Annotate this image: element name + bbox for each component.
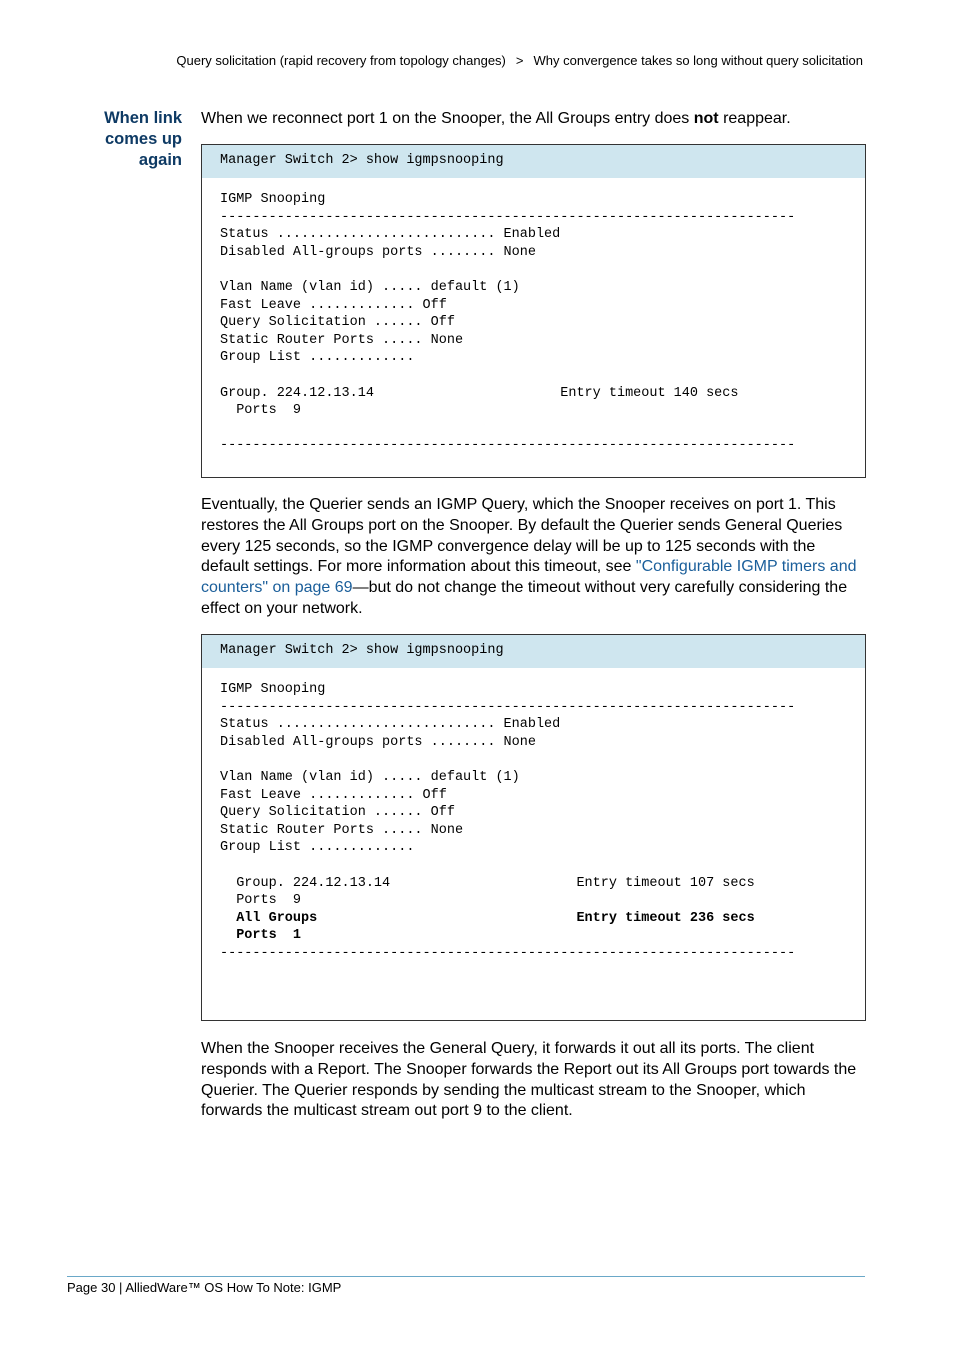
intro-paragraph xyxy=(201,109,866,130)
explanation-text: Eventually, the Querier sends an IGMP Query, which the Snooper receives on port 1. This restores the All Groups port on the Snooper. By default the Querier sends General Queries every 125 seconds, so the IGMP convergence delay will be up to 125 seconds with the default settings. For more information about this timeout, see xyxy=(201,496,843,576)
closing-paragraph: When the Snooper receives the General Query, it forwards it out all its ports. The client responds with a Report. The Snooper forwards the Report out its All Groups port towards the Querier. The Querier responds by sending the multicast stream to the Snooper, which forwards the multicast stream out port 9 to the client. xyxy=(201,1040,857,1120)
intro-bold-not: not xyxy=(693,110,719,127)
breadcrumb-topic[interactable]: Why convergence takes so long without query solicitation xyxy=(533,53,863,68)
explanation-text-end: —but do not change the timeout without very carefully considering the effect on your network. xyxy=(201,579,848,617)
side-heading-line3: again xyxy=(138,151,182,169)
command-line: Manager Switch 2> show igmpsnooping xyxy=(202,145,865,178)
command-line: Manager Switch 2> show igmpsnooping xyxy=(202,635,865,668)
breadcrumb-separator: > xyxy=(515,53,524,68)
footer-divider xyxy=(67,1276,865,1277)
side-heading-line1: When link xyxy=(104,109,182,127)
explanation-paragraph xyxy=(201,495,866,620)
output-body: IGMP Snooping ----------------------------------------------------------------------- Status ........................... Enabled Disabled All-groups ports ........ None Vlan Name (vlan id) ..... default (1) Fast Leave ............. Off Query Solicitation ...... Off Static Router Ports ..... None Group List ............. Group. 224.12.13.14 Entry timeout 107 secs Ports 9 xyxy=(220,682,796,909)
intro-text: When we reconnect port 1 on the Snooper, the All Groups entry does xyxy=(201,110,694,127)
timers-link[interactable]: "Configurable IGMP timers and counters" on page 69 xyxy=(201,558,857,597)
command-output xyxy=(202,668,865,963)
side-heading-line2: comes up xyxy=(104,130,182,148)
intro-text-end: reappear. xyxy=(718,110,791,127)
breadcrumb xyxy=(176,53,863,68)
command-output: IGMP Snooping ----------------------------------------------------------------------- Status ........................... Enabled Disabled All-groups ports ........ None Vlan Name (vlan id) ..... default (1) Fast Leave ............. Off Query Solicitation ...... Off Static Router Ports ..... None Group List ............. Group. 224.12.13.14 Entry timeout 140 secs Ports 9 ----------------------------------------------------------------------- xyxy=(220,192,796,454)
code-block-second xyxy=(201,634,866,1021)
output-tail: ----------------------------------------------------------------------- xyxy=(220,945,796,961)
all-groups-entry: All Groups Entry timeout 236 secs Ports 1 xyxy=(236,910,755,944)
page-footer: Page 30 | AlliedWare™ OS How To Note: IGMP xyxy=(67,1280,342,1295)
side-heading xyxy=(60,108,182,171)
code-block-first xyxy=(201,144,866,478)
breadcrumb-section[interactable]: Query solicitation (rapid recovery from topology changes) xyxy=(176,53,506,68)
